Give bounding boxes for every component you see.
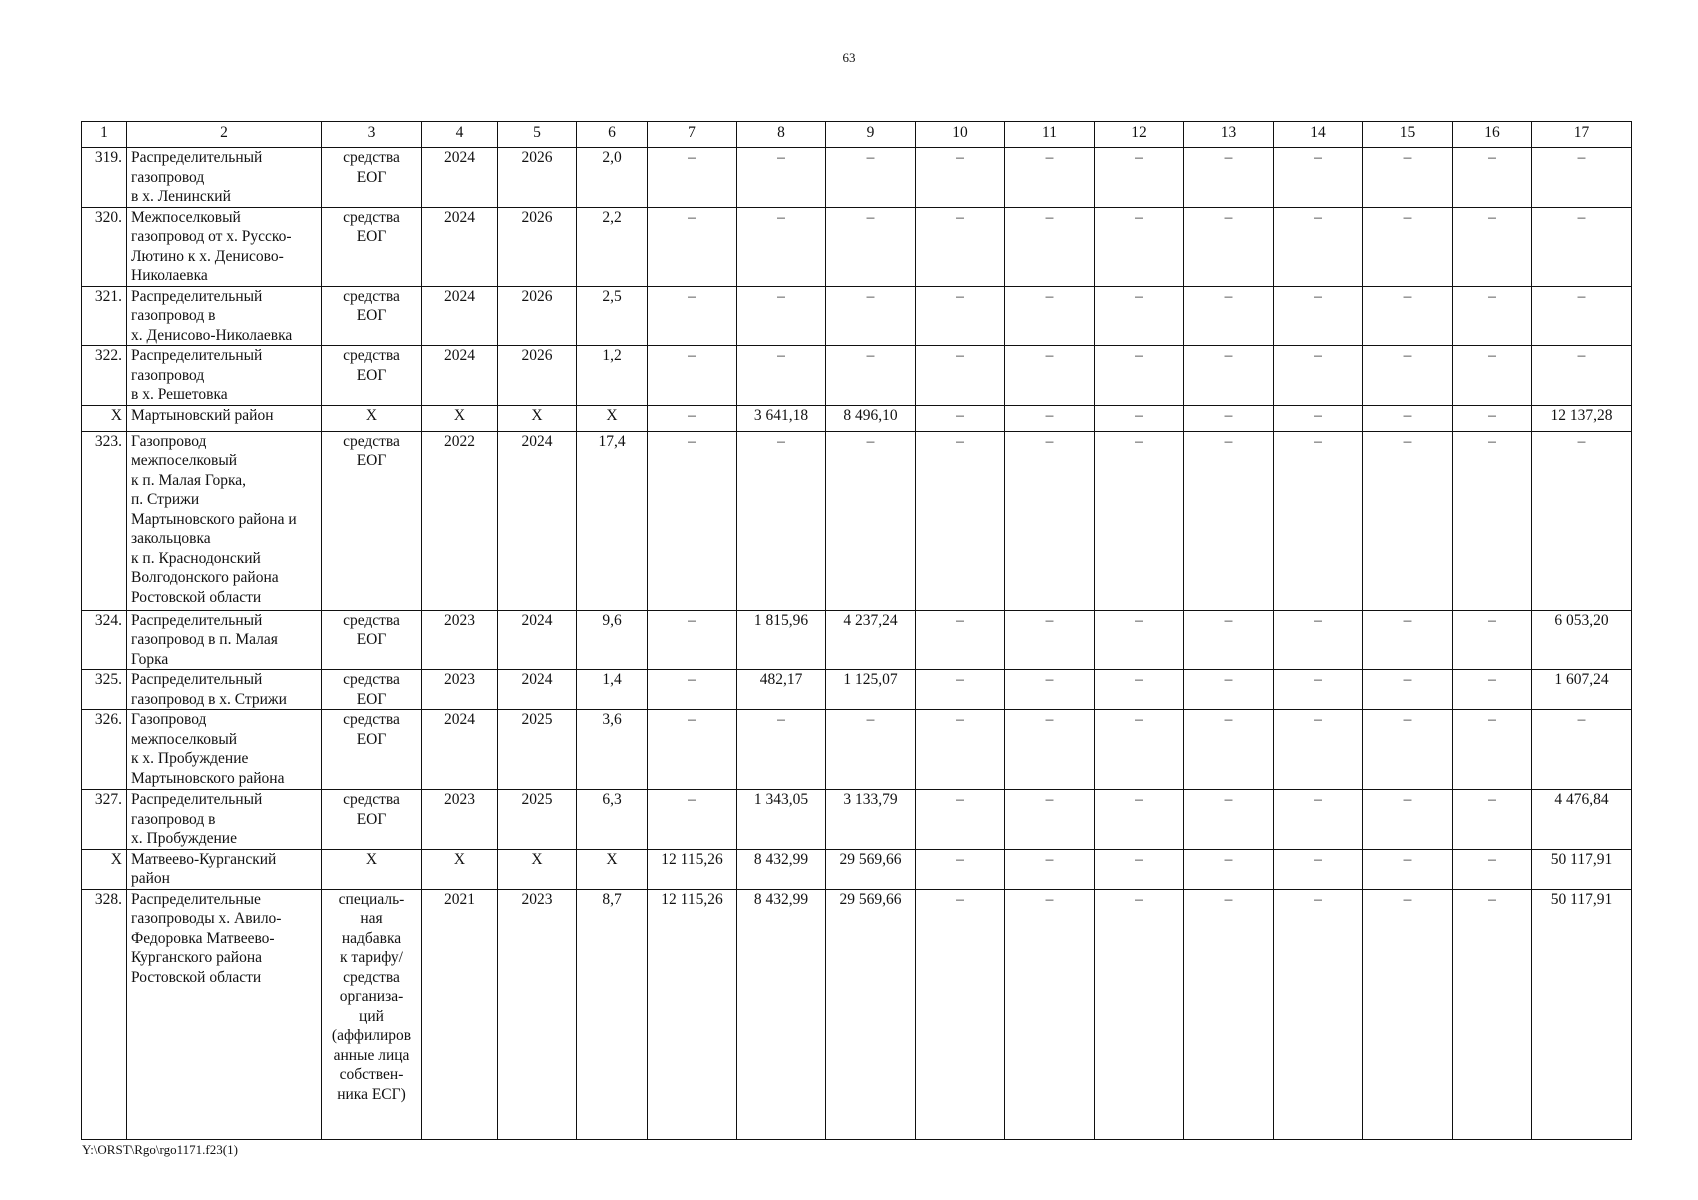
value-col-10: – xyxy=(916,405,1005,431)
column-number-5: 5 xyxy=(498,122,577,148)
financing-source: Х xyxy=(322,849,422,889)
row-number: Х xyxy=(82,405,127,431)
end-year: 2026 xyxy=(498,346,577,406)
start-year: 2024 xyxy=(422,286,498,346)
row-number: 323. xyxy=(82,431,127,610)
file-path-footer: Y:\ORST\Rgo\rgo1171.f23(1) xyxy=(82,1142,238,1157)
object-name: Газопровод межпоселковый к х. Пробуждение Мартыновского района xyxy=(127,710,322,790)
length-km: 3,6 xyxy=(577,710,648,790)
value-col-9: – xyxy=(826,431,916,610)
start-year: 2023 xyxy=(422,670,498,710)
value-col-17: 6 053,20 xyxy=(1532,610,1632,670)
value-col-10: – xyxy=(916,346,1005,406)
value-col-14: – xyxy=(1274,610,1363,670)
value-col-11: – xyxy=(1005,790,1095,850)
value-col-14: – xyxy=(1274,790,1363,850)
length-km: 9,6 xyxy=(577,610,648,670)
value-col-7: – xyxy=(648,286,737,346)
value-col-14: – xyxy=(1274,346,1363,406)
table-row xyxy=(82,710,1632,790)
row-number: Х xyxy=(82,849,127,889)
value-col-12: – xyxy=(1095,610,1184,670)
value-col-13: – xyxy=(1184,849,1274,889)
end-year: 2026 xyxy=(498,148,577,208)
value-col-13: – xyxy=(1184,148,1274,208)
end-year: 2024 xyxy=(498,431,577,610)
value-col-13: – xyxy=(1184,405,1274,431)
value-col-8: – xyxy=(737,207,826,286)
investment-table xyxy=(81,121,1632,1140)
value-col-9: – xyxy=(826,148,916,208)
table-body xyxy=(82,122,1632,1140)
value-col-7: 12 115,26 xyxy=(648,849,737,889)
value-col-10: – xyxy=(916,286,1005,346)
value-col-10: – xyxy=(916,710,1005,790)
column-number-12: 12 xyxy=(1095,122,1184,148)
length-km: 8,7 xyxy=(577,889,648,1139)
table-row xyxy=(82,610,1632,670)
table-row xyxy=(82,148,1632,208)
value-col-14: – xyxy=(1274,710,1363,790)
value-col-13: – xyxy=(1184,286,1274,346)
column-number-9: 9 xyxy=(826,122,916,148)
financing-source: средства ЕОГ xyxy=(322,610,422,670)
value-col-9: 3 133,79 xyxy=(826,790,916,850)
column-number-4: 4 xyxy=(422,122,498,148)
value-col-17: – xyxy=(1532,148,1632,208)
length-km: 1,2 xyxy=(577,346,648,406)
table-row xyxy=(82,431,1632,610)
value-col-12: – xyxy=(1095,286,1184,346)
financing-source: средства ЕОГ xyxy=(322,346,422,406)
value-col-13: – xyxy=(1184,790,1274,850)
table-row xyxy=(82,670,1632,710)
value-col-14: – xyxy=(1274,207,1363,286)
value-col-15: – xyxy=(1363,405,1453,431)
object-name: Матвеево-Курганский район xyxy=(127,849,322,889)
value-col-15: – xyxy=(1363,207,1453,286)
table-row xyxy=(82,849,1632,889)
value-col-13: – xyxy=(1184,670,1274,710)
value-col-12: – xyxy=(1095,790,1184,850)
financing-source: Х xyxy=(322,405,422,431)
row-number: 319. xyxy=(82,148,127,208)
financing-source: средства ЕОГ xyxy=(322,790,422,850)
value-col-12: – xyxy=(1095,889,1184,1139)
value-col-10: – xyxy=(916,670,1005,710)
value-col-8: – xyxy=(737,710,826,790)
value-col-8: – xyxy=(737,148,826,208)
value-col-15: – xyxy=(1363,710,1453,790)
value-col-17: – xyxy=(1532,710,1632,790)
length-km: 1,4 xyxy=(577,670,648,710)
start-year: 2022 xyxy=(422,431,498,610)
value-col-11: – xyxy=(1005,207,1095,286)
value-col-17: 50 117,91 xyxy=(1532,889,1632,1139)
value-col-17: 4 476,84 xyxy=(1532,790,1632,850)
start-year: 2024 xyxy=(422,148,498,208)
column-number-11: 11 xyxy=(1005,122,1095,148)
value-col-8: 482,17 xyxy=(737,670,826,710)
value-col-13: – xyxy=(1184,207,1274,286)
value-col-8: – xyxy=(737,346,826,406)
value-col-16: – xyxy=(1453,286,1532,346)
value-col-7: – xyxy=(648,790,737,850)
column-number-16: 16 xyxy=(1453,122,1532,148)
financing-source: средства ЕОГ xyxy=(322,286,422,346)
value-col-11: – xyxy=(1005,849,1095,889)
value-col-12: – xyxy=(1095,710,1184,790)
value-col-7: – xyxy=(648,346,737,406)
length-km: 2,0 xyxy=(577,148,648,208)
value-col-7: – xyxy=(648,148,737,208)
value-col-10: – xyxy=(916,790,1005,850)
value-col-8: 3 641,18 xyxy=(737,405,826,431)
length-km: 6,3 xyxy=(577,790,648,850)
value-col-15: – xyxy=(1363,790,1453,850)
value-col-15: – xyxy=(1363,610,1453,670)
value-col-12: – xyxy=(1095,849,1184,889)
value-col-11: – xyxy=(1005,148,1095,208)
value-col-15: – xyxy=(1363,849,1453,889)
start-year: 2023 xyxy=(422,610,498,670)
object-name: Мартыновский район xyxy=(127,405,322,431)
value-col-17: – xyxy=(1532,431,1632,610)
row-number: 325. xyxy=(82,670,127,710)
table-row xyxy=(82,207,1632,286)
value-col-8: 8 432,99 xyxy=(737,849,826,889)
value-col-11: – xyxy=(1005,670,1095,710)
financing-source: средства ЕОГ xyxy=(322,710,422,790)
value-col-17: 1 607,24 xyxy=(1532,670,1632,710)
column-number-3: 3 xyxy=(322,122,422,148)
value-col-7: – xyxy=(648,670,737,710)
value-col-12: – xyxy=(1095,670,1184,710)
value-col-16: – xyxy=(1453,405,1532,431)
value-col-17: – xyxy=(1532,286,1632,346)
value-col-8: 1 343,05 xyxy=(737,790,826,850)
value-col-8: – xyxy=(737,286,826,346)
value-col-16: – xyxy=(1453,889,1532,1139)
start-year: 2024 xyxy=(422,346,498,406)
financing-source: средства ЕОГ xyxy=(322,207,422,286)
object-name: Распределительные газопроводы х. Авило- Федоровка Матвеево- Курганского района Ростовской области xyxy=(127,889,322,1139)
value-col-8: – xyxy=(737,431,826,610)
value-col-11: – xyxy=(1005,346,1095,406)
financing-source: специаль- ная надбавка к тарифу/ средства организа- ций (аффилиров анные лица собствен- ника ЕСГ) xyxy=(322,889,422,1139)
value-col-11: – xyxy=(1005,710,1095,790)
value-col-14: – xyxy=(1274,431,1363,610)
table-row xyxy=(82,405,1632,431)
start-year: 2021 xyxy=(422,889,498,1139)
value-col-9: 29 569,66 xyxy=(826,849,916,889)
row-number: 322. xyxy=(82,346,127,406)
value-col-14: – xyxy=(1274,670,1363,710)
column-number-2: 2 xyxy=(127,122,322,148)
value-col-9: – xyxy=(826,710,916,790)
length-km: Х xyxy=(577,405,648,431)
table-row xyxy=(82,889,1632,1139)
value-col-13: – xyxy=(1184,889,1274,1139)
value-col-11: – xyxy=(1005,405,1095,431)
object-name: Газопровод межпоселковый к п. Малая Горка, п. Стрижи Мартыновского района и закольцовка к п. Краснодонский Волгодонского района Ростовской области xyxy=(127,431,322,610)
value-col-10: – xyxy=(916,207,1005,286)
value-col-14: – xyxy=(1274,148,1363,208)
length-km: Х xyxy=(577,849,648,889)
value-col-7: – xyxy=(648,207,737,286)
value-col-13: – xyxy=(1184,431,1274,610)
value-col-15: – xyxy=(1363,431,1453,610)
value-col-8: 1 815,96 xyxy=(737,610,826,670)
value-col-11: – xyxy=(1005,431,1095,610)
end-year: Х xyxy=(498,405,577,431)
value-col-14: – xyxy=(1274,889,1363,1139)
column-number-7: 7 xyxy=(648,122,737,148)
value-col-11: – xyxy=(1005,889,1095,1139)
value-col-16: – xyxy=(1453,849,1532,889)
value-col-15: – xyxy=(1363,346,1453,406)
value-col-11: – xyxy=(1005,610,1095,670)
value-col-10: – xyxy=(916,148,1005,208)
row-number: 321. xyxy=(82,286,127,346)
value-col-14: – xyxy=(1274,286,1363,346)
value-col-10: – xyxy=(916,431,1005,610)
value-col-16: – xyxy=(1453,207,1532,286)
value-col-9: 8 496,10 xyxy=(826,405,916,431)
value-col-7: – xyxy=(648,710,737,790)
page-number: 63 xyxy=(842,50,856,65)
value-col-12: – xyxy=(1095,431,1184,610)
financing-source: средства ЕОГ xyxy=(322,670,422,710)
table-row xyxy=(82,286,1632,346)
value-col-10: – xyxy=(916,610,1005,670)
value-col-15: – xyxy=(1363,286,1453,346)
value-col-7: 12 115,26 xyxy=(648,889,737,1139)
value-col-12: – xyxy=(1095,207,1184,286)
object-name: Межпоселковый газопровод от х. Русско- Лютино к х. Денисово- Николаевка xyxy=(127,207,322,286)
value-col-13: – xyxy=(1184,710,1274,790)
column-number-14: 14 xyxy=(1274,122,1363,148)
start-year: Х xyxy=(422,405,498,431)
length-km: 2,5 xyxy=(577,286,648,346)
value-col-9: 1 125,07 xyxy=(826,670,916,710)
value-col-9: – xyxy=(826,346,916,406)
value-col-9: – xyxy=(826,207,916,286)
value-col-17: 50 117,91 xyxy=(1532,849,1632,889)
end-year: 2024 xyxy=(498,670,577,710)
length-km: 2,2 xyxy=(577,207,648,286)
value-col-12: – xyxy=(1095,346,1184,406)
value-col-7: – xyxy=(648,405,737,431)
value-col-16: – xyxy=(1453,790,1532,850)
object-name: Распределительный газопровод в х. Стрижи xyxy=(127,670,322,710)
row-number: 324. xyxy=(82,610,127,670)
value-col-14: – xyxy=(1274,405,1363,431)
value-col-12: – xyxy=(1095,148,1184,208)
value-col-16: – xyxy=(1453,431,1532,610)
start-year: 2024 xyxy=(422,710,498,790)
value-col-14: – xyxy=(1274,849,1363,889)
object-name: Распределительный газопровод в х. Решетовка xyxy=(127,346,322,406)
value-col-16: – xyxy=(1453,346,1532,406)
value-col-17: – xyxy=(1532,346,1632,406)
end-year: 2025 xyxy=(498,710,577,790)
value-col-8: 8 432,99 xyxy=(737,889,826,1139)
value-col-15: – xyxy=(1363,148,1453,208)
value-col-13: – xyxy=(1184,346,1274,406)
value-col-16: – xyxy=(1453,710,1532,790)
column-number-13: 13 xyxy=(1184,122,1274,148)
value-col-16: – xyxy=(1453,610,1532,670)
value-col-7: – xyxy=(648,610,737,670)
table-row xyxy=(82,790,1632,850)
value-col-10: – xyxy=(916,889,1005,1139)
object-name: Распределительный газопровод в х. Пробуждение xyxy=(127,790,322,850)
value-col-9: – xyxy=(826,286,916,346)
table-row xyxy=(82,346,1632,406)
value-col-10: – xyxy=(916,849,1005,889)
end-year: 2026 xyxy=(498,207,577,286)
end-year: 2023 xyxy=(498,889,577,1139)
start-year: 2024 xyxy=(422,207,498,286)
row-number: 328. xyxy=(82,889,127,1139)
length-km: 17,4 xyxy=(577,431,648,610)
financing-source: средства ЕОГ xyxy=(322,431,422,610)
column-number-1: 1 xyxy=(82,122,127,148)
value-col-16: – xyxy=(1453,148,1532,208)
row-number: 327. xyxy=(82,790,127,850)
row-number: 320. xyxy=(82,207,127,286)
value-col-15: – xyxy=(1363,889,1453,1139)
end-year: 2025 xyxy=(498,790,577,850)
object-name: Распределительный газопровод в х. Ленинский xyxy=(127,148,322,208)
object-name: Распределительный газопровод в х. Денисово-Николаевка xyxy=(127,286,322,346)
value-col-13: – xyxy=(1184,610,1274,670)
value-col-11: – xyxy=(1005,286,1095,346)
start-year: 2023 xyxy=(422,790,498,850)
object-name: Распределительный газопровод в п. Малая Горка xyxy=(127,610,322,670)
column-number-6: 6 xyxy=(577,122,648,148)
column-number-10: 10 xyxy=(916,122,1005,148)
value-col-9: 4 237,24 xyxy=(826,610,916,670)
row-number: 326. xyxy=(82,710,127,790)
value-col-15: – xyxy=(1363,670,1453,710)
column-number-8: 8 xyxy=(737,122,826,148)
end-year: 2024 xyxy=(498,610,577,670)
value-col-12: – xyxy=(1095,405,1184,431)
column-number-row xyxy=(82,122,1632,148)
end-year: 2026 xyxy=(498,286,577,346)
column-number-17: 17 xyxy=(1532,122,1632,148)
value-col-16: – xyxy=(1453,670,1532,710)
value-col-7: – xyxy=(648,431,737,610)
value-col-17: – xyxy=(1532,207,1632,286)
value-col-17: 12 137,28 xyxy=(1532,405,1632,431)
value-col-9: 29 569,66 xyxy=(826,889,916,1139)
column-number-15: 15 xyxy=(1363,122,1453,148)
financing-source: средства ЕОГ xyxy=(322,148,422,208)
end-year: Х xyxy=(498,849,577,889)
start-year: Х xyxy=(422,849,498,889)
